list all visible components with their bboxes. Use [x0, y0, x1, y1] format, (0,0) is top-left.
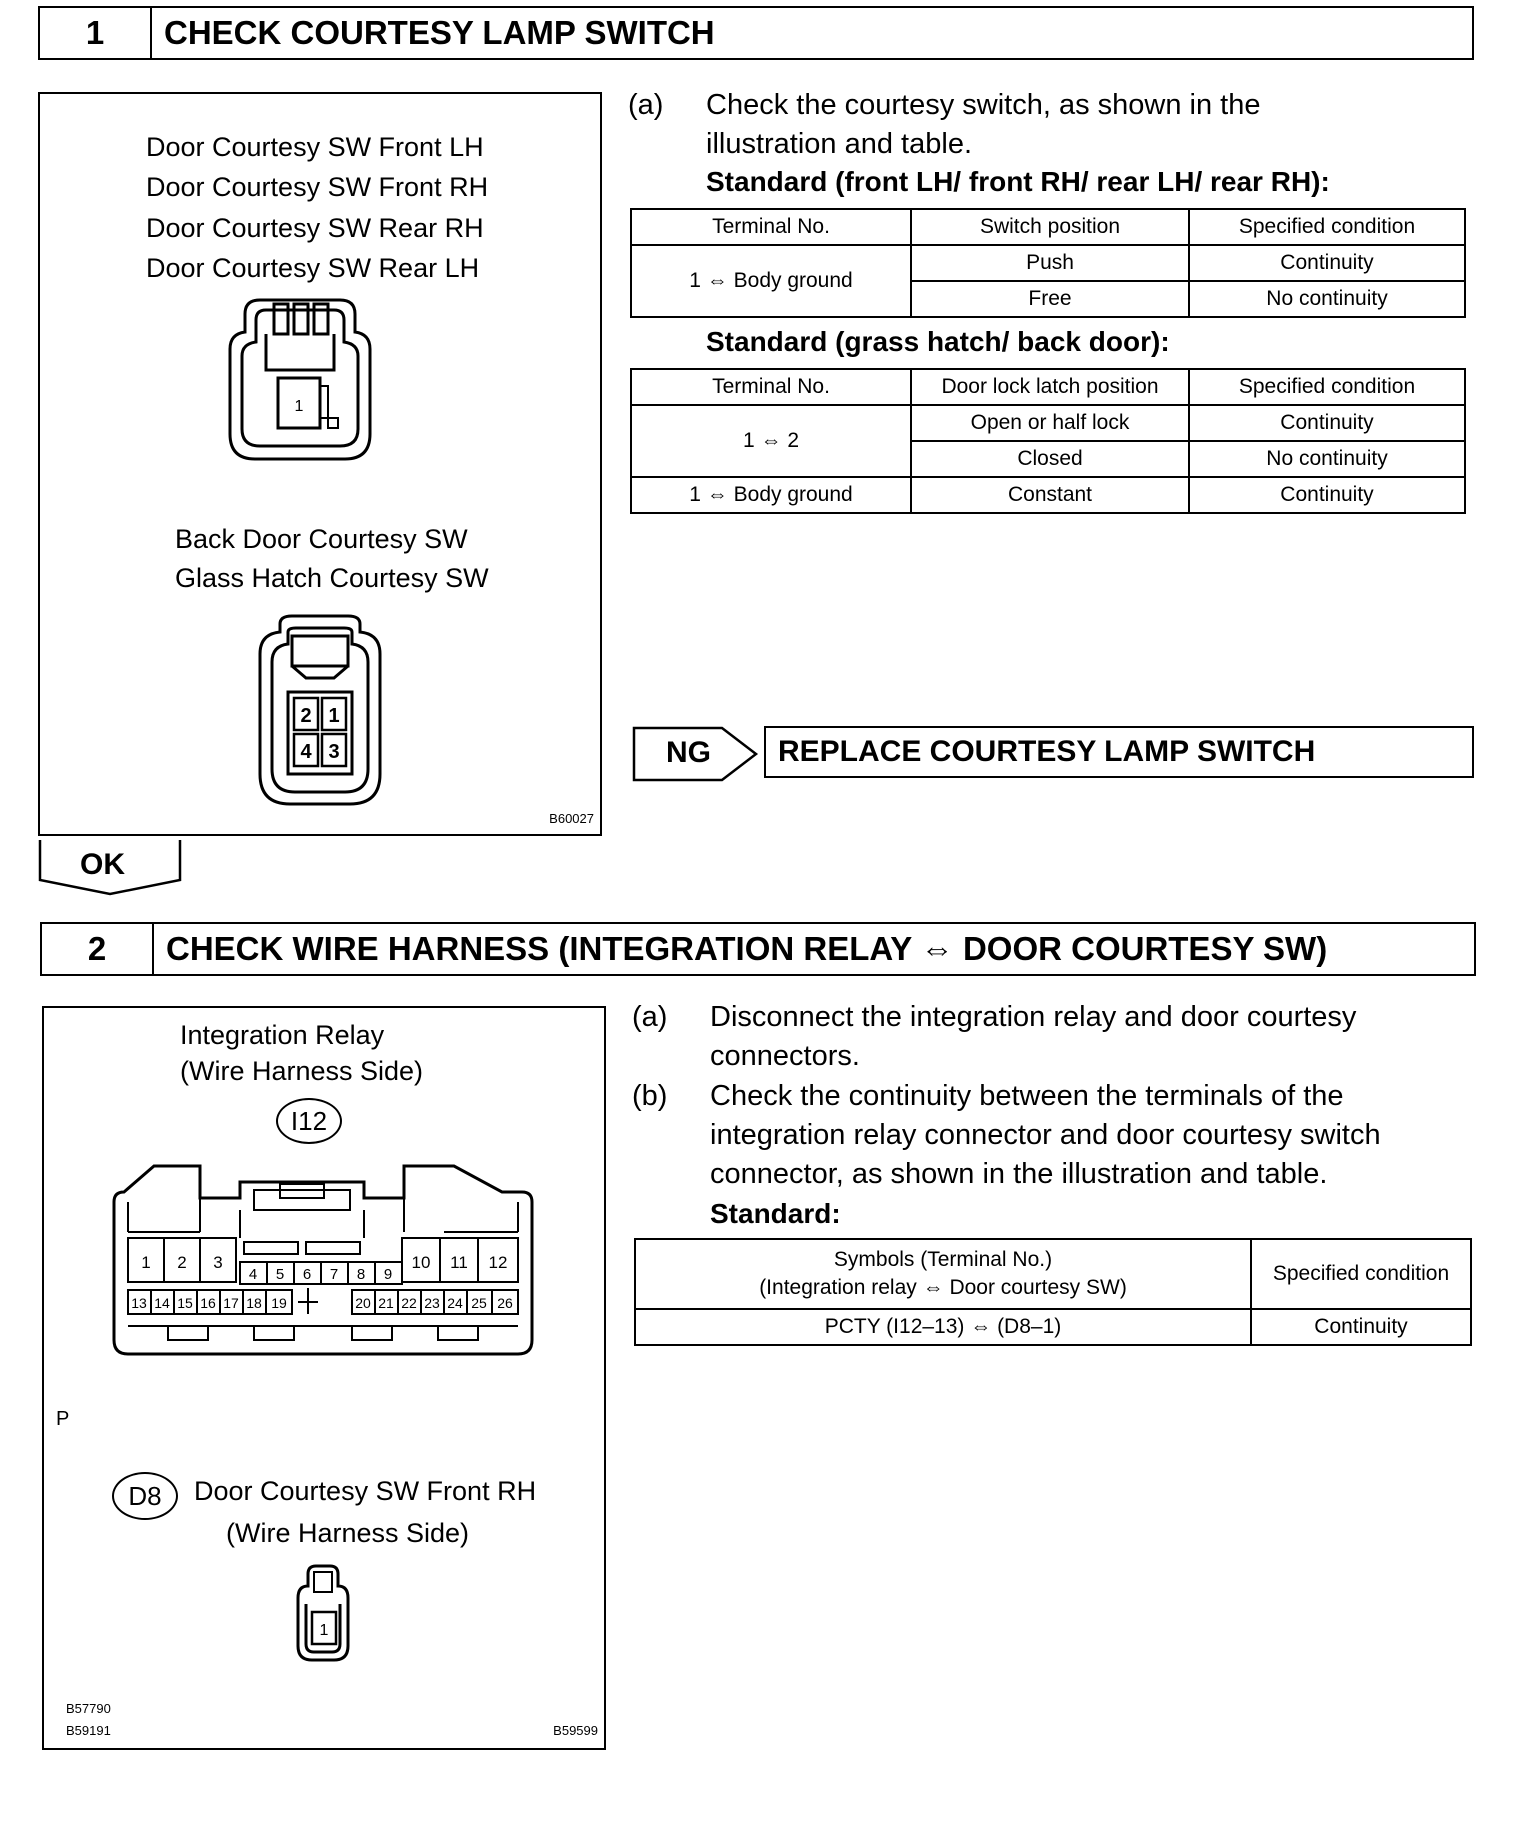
table2-row2-position: Closed	[911, 441, 1189, 477]
table1-header-condition: Specified condition	[1189, 209, 1465, 245]
switch-connector-code: D8	[112, 1472, 178, 1520]
table2-header-position: Door lock latch position	[911, 369, 1189, 405]
figure-label-front-lh: Door Courtesy SW Front LH	[146, 132, 484, 162]
step1-table2	[630, 368, 1466, 514]
relay-pin-5: 5	[275, 1266, 285, 1283]
table2-header-condition: Specified condition	[1189, 369, 1465, 405]
table1-terminal: 1 ⇔ Body ground	[631, 245, 911, 317]
relay-pin-12: 12	[488, 1253, 508, 1272]
relay-pin-13: 13	[131, 1295, 147, 1311]
relay-pin-9: 9	[383, 1266, 393, 1283]
switch-label-2: (Wire Harness Side)	[226, 1518, 470, 1548]
table2-terminal-b: 1 ⇔ Body ground	[631, 477, 911, 513]
table2-row3-position: Constant	[911, 477, 1189, 513]
figure-code-left-2: B59191	[66, 1723, 111, 1738]
relay-pin-2: 2	[177, 1253, 187, 1272]
step2-instruction-b-text: Check the continuity between the terminals of the integration relay connector and door courtesy switch connector, as shown in the illustration and table.	[710, 1080, 1381, 1190]
relay-pin-6: 6	[302, 1266, 312, 1283]
relay-pin-8: 8	[356, 1266, 366, 1283]
relay-pin-14: 14	[154, 1295, 170, 1311]
relay-pin-10: 10	[411, 1253, 431, 1272]
connector2-pin-4: 4	[300, 741, 312, 763]
step2-number: 2	[42, 924, 154, 974]
relay-pin-19: 19	[271, 1295, 287, 1311]
step2-header	[40, 922, 1476, 976]
step2-instruction-a	[632, 998, 1474, 1078]
step2-instruction-a-mark: (a)	[632, 1001, 668, 1033]
switch-pin-1: 1	[319, 1622, 329, 1639]
p-mark: P	[56, 1408, 70, 1430]
step1-instruction-text: Check the courtesy switch, as shown in the illustration and table.	[706, 89, 1261, 160]
figure-label-back-door: Back Door Courtesy SW	[175, 524, 468, 554]
table1-header-position: Switch position	[911, 209, 1189, 245]
step2-table-header-symbols	[635, 1239, 1251, 1309]
table1-row2-condition: No continuity	[1189, 281, 1465, 317]
table1-row1-condition: Continuity	[1189, 245, 1465, 281]
step1-title: CHECK COURTESY LAMP SWITCH	[164, 14, 715, 51]
relay-pin-16: 16	[200, 1295, 216, 1311]
step2-table-header-line1: Symbols (Terminal No.)	[833, 1248, 1053, 1271]
relay-pin-18: 18	[246, 1295, 262, 1311]
connector2-pin-1: 1	[328, 705, 340, 727]
step2-table-header-line2: (Integration relay ⇔ Door courtesy SW)	[759, 1276, 1127, 1299]
relay-pin-1: 1	[141, 1253, 151, 1272]
figure-label-rear-lh: Door Courtesy SW Rear LH	[146, 253, 480, 283]
connector2-pin-2: 2	[300, 705, 312, 727]
relay-pin-4: 4	[248, 1266, 258, 1283]
table2-row3-condition: Continuity	[1189, 477, 1465, 513]
relay-pin-26: 26	[497, 1295, 513, 1311]
step2-figure	[42, 1006, 606, 1750]
ng-action-box: REPLACE COURTESY LAMP SWITCH	[764, 726, 1474, 778]
figure-code-right: B59599	[553, 1723, 598, 1738]
relay-pin-23: 23	[424, 1295, 440, 1311]
step2-table-header-condition: Specified condition	[1251, 1239, 1471, 1309]
relay-pin-3: 3	[213, 1253, 223, 1272]
step2-title: CHECK WIRE HARNESS (INTEGRATION RELAY ⇔ DOOR COURTESY SW)	[166, 930, 1328, 967]
figure-label-glass-hatch: Glass Hatch Courtesy SW	[175, 563, 489, 593]
ng-label: NG	[666, 736, 711, 769]
door-courtesy-connector	[288, 1564, 358, 1664]
step2-table-row-symbol: PCTY (I12–13) ⇔ (D8–1)	[635, 1309, 1251, 1345]
relay-pin-7: 7	[329, 1266, 339, 1283]
step2-instruction-b	[632, 1077, 1474, 1197]
figure-label-front-rh: Door Courtesy SW Front RH	[146, 172, 489, 202]
relay-label-2: (Wire Harness Side)	[180, 1056, 424, 1086]
relay-pin-20: 20	[355, 1295, 371, 1311]
step1-standard2-title: Standard (grass hatch/ back door):	[706, 326, 1170, 357]
step1-standard1-title: Standard (front LH/ front RH/ rear LH/ rear RH):	[706, 166, 1330, 197]
relay-pin-15: 15	[177, 1295, 193, 1311]
relay-label-1: Integration Relay	[180, 1020, 385, 1050]
table2-terminal-a: 1 ⇔ 2	[631, 405, 911, 477]
table1-row2-position: Free	[911, 281, 1189, 317]
step1-instruction-mark: (a)	[628, 89, 664, 121]
relay-pin-11: 11	[450, 1253, 468, 1272]
step1-number: 1	[40, 8, 152, 58]
step2-instruction-a-text: Disconnect the integration relay and door courtesy connectors.	[710, 1001, 1357, 1072]
figure-label-rear-rh: Door Courtesy SW Rear RH	[146, 213, 484, 243]
table1-row1-position: Push	[911, 245, 1189, 281]
step2-instruction-b-mark: (b)	[632, 1080, 668, 1112]
switch-label-1: Door Courtesy SW Front RH	[194, 1476, 537, 1506]
relay-pin-24: 24	[447, 1295, 463, 1311]
figure-code-left-1: B57790	[66, 1701, 111, 1716]
step2-table	[634, 1238, 1472, 1346]
integration-relay-connector	[104, 1158, 544, 1368]
table2-row1-condition: Continuity	[1189, 405, 1465, 441]
ok-label: OK	[80, 848, 125, 881]
table2-row1-position: Open or half lock	[911, 405, 1189, 441]
table2-header-terminal: Terminal No.	[631, 369, 911, 405]
relay-pin-22: 22	[401, 1295, 417, 1311]
relay-connector-code: I12	[276, 1098, 342, 1144]
relay-pin-17: 17	[223, 1295, 239, 1311]
step1-header	[38, 6, 1474, 60]
connector2-pin-3: 3	[328, 741, 340, 763]
table1-header-terminal: Terminal No.	[631, 209, 911, 245]
courtesy-switch-connector-2	[250, 614, 390, 809]
step2-table-row-condition: Continuity	[1251, 1309, 1471, 1345]
step2-standard-title: Standard:	[710, 1198, 841, 1229]
step1-figure	[38, 92, 602, 836]
step1-table1	[630, 208, 1466, 318]
courtesy-switch-connector-1	[220, 294, 380, 464]
figure-code: B60027	[549, 811, 594, 826]
table2-row2-condition: No continuity	[1189, 441, 1465, 477]
relay-pin-21: 21	[378, 1295, 394, 1311]
connector1-pin-1: 1	[294, 398, 304, 415]
relay-pin-25: 25	[471, 1295, 487, 1311]
